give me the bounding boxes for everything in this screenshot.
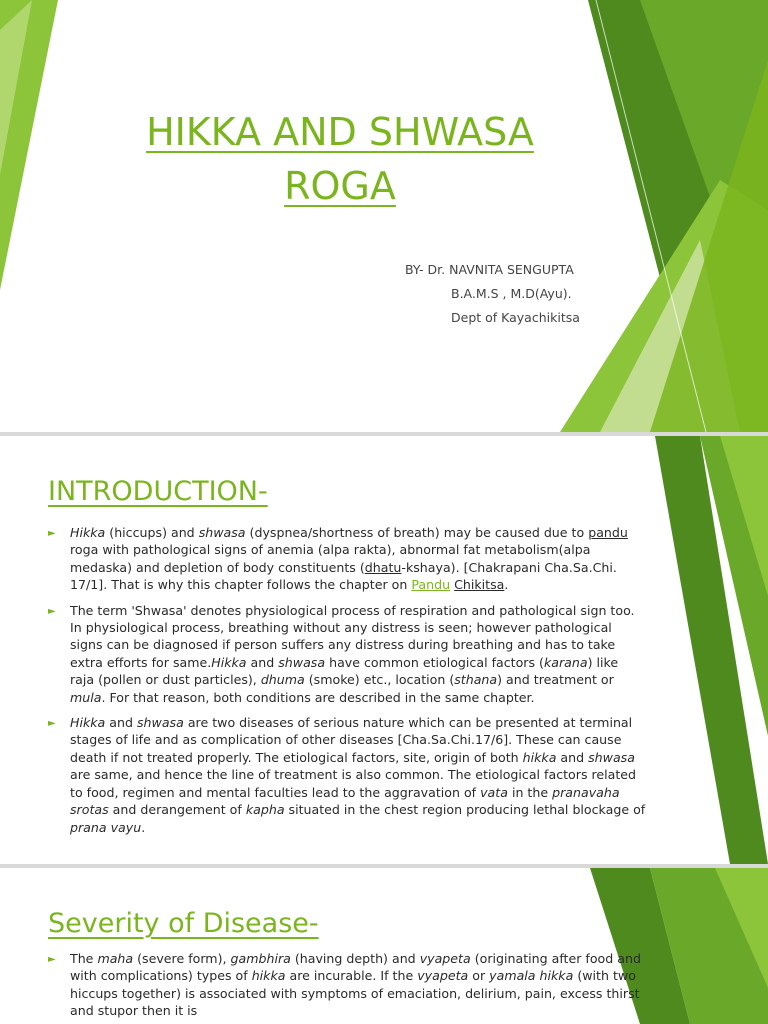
term-kapha: kapha xyxy=(245,802,285,818)
text: and xyxy=(105,715,137,731)
triangle-right-icon: ► xyxy=(48,954,56,965)
text: -kshaya). [Chakrapani Cha.Sa.Chi. 17/1]. That is why this chapter follows the chapter on xyxy=(70,559,617,593)
list-item xyxy=(48,950,646,1020)
text: (dyspnea/shortness of breath) may be caused due to xyxy=(245,525,589,540)
term-vata: vata xyxy=(480,784,508,800)
text: . For that reason, both conditions are described in the same chapter. xyxy=(101,689,535,705)
author-block xyxy=(405,258,580,330)
author-department: Dept of Kayachikitsa xyxy=(451,310,580,325)
text: or xyxy=(468,968,490,984)
title-slide xyxy=(0,0,768,432)
list-item xyxy=(48,714,646,836)
term-shwasa: shwasa xyxy=(278,654,326,670)
right-decoration xyxy=(0,0,768,432)
text: . xyxy=(141,819,146,835)
list-item xyxy=(48,524,646,594)
text: (smoke) etc., location ( xyxy=(304,672,455,688)
text: and xyxy=(246,654,279,670)
title-line-1: HIKKA AND SHWASA xyxy=(146,110,534,154)
term-mula: mula xyxy=(70,689,102,705)
triangle-right-icon: ► xyxy=(48,605,56,617)
term-shwasa: shwasa xyxy=(136,715,184,731)
text: roga with pathological signs of anemia (alpa rakta), abnormal fat metabolism(alpa medaska) and depletion of body constituents ( xyxy=(70,542,591,575)
term-hikka: Hikka xyxy=(211,654,247,670)
text: situated in the chest region producing lethal blockage of xyxy=(284,802,646,818)
term-vyapeta: vyapeta xyxy=(419,951,471,966)
text: are two diseases of serious nature which can be presented at terminal stages of life and as complication of other diseases [Cha.Sa.Chi.17/6]. These can cause death if not treated properly. The etiological factors, site, origin of both xyxy=(70,715,633,765)
term-hikka: hikka xyxy=(522,749,557,765)
term-sthana: sthana xyxy=(454,672,498,688)
term-dhatu: dhatu xyxy=(364,559,402,575)
author-degree: B.A.M.S , M.D(Ayu). xyxy=(451,286,572,301)
text: ) like raja (pollen or dust particles), xyxy=(70,654,619,688)
text: and xyxy=(556,749,589,765)
presentation-title xyxy=(120,105,560,213)
severity-bullets xyxy=(48,950,646,1024)
introduction-heading: INTRODUCTION- xyxy=(48,476,268,507)
term-yamala-hikka: yamala hikka xyxy=(489,968,574,984)
introduction-slide xyxy=(0,436,768,864)
term-shwasa: shwasa xyxy=(588,749,635,765)
text: are same, and hence the line of treatment is also common. The etiological factors related to food, regimen and mental faculties lead to the aggravation of xyxy=(70,767,637,800)
pandu-link[interactable]: Pandu xyxy=(411,577,451,593)
text: are incurable. If the xyxy=(285,968,418,984)
introduction-bullets xyxy=(48,524,646,844)
severity-heading: Severity of Disease- xyxy=(48,908,319,939)
term-prana-vayu: prana vayu xyxy=(70,819,142,835)
term-maha: maha xyxy=(97,951,134,966)
text: have common etiological factors ( xyxy=(325,654,544,670)
text: The term 'Shwasa' denotes physiological process of respiration and pathological sign too. In physiological process, breathing without any distress is seen; however pathological signs can be diagnosed if person suffers any distress during breathing and has to take extra efforts for same. xyxy=(70,602,635,670)
term-gambhira: gambhira xyxy=(230,951,291,966)
triangle-right-icon: ► xyxy=(48,718,56,730)
text: The xyxy=(70,951,98,966)
text: (originating after food and with complications) types of xyxy=(70,951,641,984)
term-pranavaha-srotas: pranavaha srotas xyxy=(70,784,620,818)
title-line-2: ROGA xyxy=(284,164,396,208)
text: (severe form), xyxy=(133,951,231,966)
text: in the xyxy=(507,784,553,800)
author-name: BY- Dr. NAVNITA SENGUPTA xyxy=(405,262,574,277)
term-karana: karana xyxy=(543,654,588,670)
text: . xyxy=(504,577,509,593)
term-hikka: Hikka xyxy=(70,715,106,731)
text: (having depth) and xyxy=(290,951,420,966)
severity-slide xyxy=(0,868,768,1024)
text: (hiccups) and xyxy=(105,525,199,540)
term-vyapeta: vyapeta xyxy=(417,968,469,984)
text: ) and treatment or xyxy=(497,672,614,688)
term-hikka: Hikka xyxy=(70,525,106,540)
term-dhuma: dhuma xyxy=(260,672,305,688)
list-item xyxy=(48,602,646,706)
triangle-right-icon: ► xyxy=(48,528,56,539)
text: (with two hiccups together) is associated with symptoms of emaciation, delirium, pain, excess thirst and stupor then it is xyxy=(70,968,640,1019)
term-hikka: hikka xyxy=(251,968,286,984)
term-shwasa: shwasa xyxy=(198,525,246,540)
text: and derangement of xyxy=(108,802,246,818)
term-chikitsa: Chikitsa xyxy=(454,577,505,593)
term-pandu: pandu xyxy=(588,525,628,540)
